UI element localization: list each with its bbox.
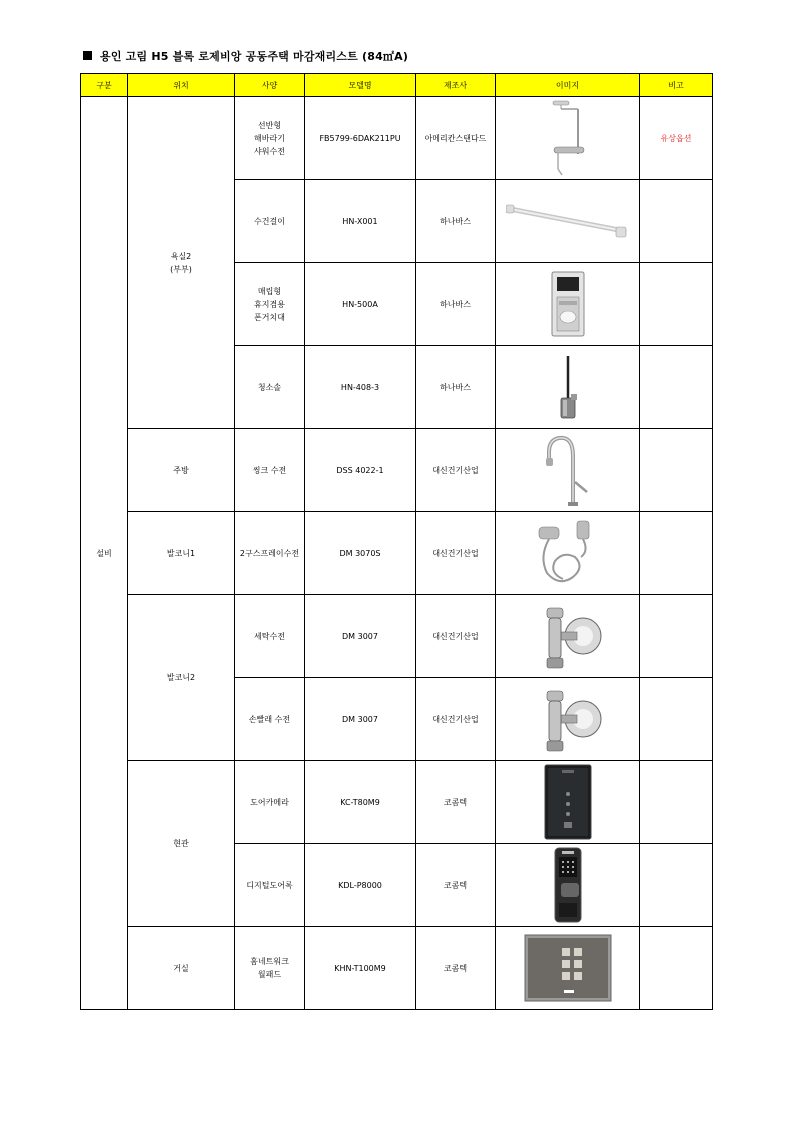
table-row bbox=[81, 761, 713, 844]
category-cell: 설비 bbox=[81, 97, 128, 1010]
spec-cell bbox=[235, 429, 305, 512]
spec-text: 홈네트워크 월패드 bbox=[250, 957, 289, 979]
spec-text: 세탁수전 bbox=[254, 631, 285, 641]
spec-text: 도어카메라 bbox=[250, 797, 289, 807]
header-note: 비고 bbox=[640, 74, 713, 97]
header-model: 모델명 bbox=[305, 74, 416, 97]
note-cell bbox=[640, 180, 713, 263]
maker-cell: 대신건기산업 bbox=[416, 512, 496, 595]
location-cell bbox=[128, 97, 235, 429]
spec-cell bbox=[235, 678, 305, 761]
image-cell bbox=[496, 512, 640, 595]
model-cell: HN-408-3 bbox=[305, 346, 416, 429]
sink-faucet-icon bbox=[543, 432, 593, 508]
note-cell: 유상옵션 bbox=[640, 97, 713, 180]
note-cell bbox=[640, 263, 713, 346]
header-category: 구분 bbox=[81, 74, 128, 97]
spec-cell bbox=[235, 761, 305, 844]
location-text: 발코니1 bbox=[166, 548, 196, 558]
image-cell bbox=[496, 844, 640, 927]
maker-cell: 대신건기산업 bbox=[416, 678, 496, 761]
location-cell bbox=[128, 429, 235, 512]
spec-cell bbox=[235, 97, 305, 180]
location-cell bbox=[128, 512, 235, 595]
model-cell: HN-500A bbox=[305, 263, 416, 346]
note-cell bbox=[640, 512, 713, 595]
model-cell: DSS 4022-1 bbox=[305, 429, 416, 512]
image-cell bbox=[496, 678, 640, 761]
spray-faucet-icon bbox=[533, 517, 603, 589]
note-cell bbox=[640, 429, 713, 512]
location-text: 욕실2 (부부) bbox=[170, 251, 192, 274]
model-cell: DM 3007 bbox=[305, 678, 416, 761]
maker-cell: 대신건기산업 bbox=[416, 595, 496, 678]
model-cell: HN-X001 bbox=[305, 180, 416, 263]
image-cell bbox=[496, 595, 640, 678]
spec-text: 수건걸이 bbox=[254, 216, 285, 226]
image-cell bbox=[496, 927, 640, 1010]
table-row bbox=[81, 927, 713, 1010]
towel-bar-icon bbox=[506, 201, 630, 241]
spec-text: 매립형 휴지겸용 폰거치대 bbox=[254, 286, 285, 322]
image-cell bbox=[496, 429, 640, 512]
image-cell bbox=[496, 346, 640, 429]
spec-text: 씽크 수전 bbox=[252, 465, 287, 475]
note-cell bbox=[640, 844, 713, 927]
note-cell bbox=[640, 927, 713, 1010]
header-location: 위치 bbox=[128, 74, 235, 97]
door-lock-icon bbox=[553, 847, 583, 923]
maker-cell: 하나바스 bbox=[416, 180, 496, 263]
model-cell: KHN-T100M9 bbox=[305, 927, 416, 1010]
wallpad-icon bbox=[524, 934, 612, 1002]
shower-faucet-icon bbox=[548, 99, 588, 177]
door-camera-icon bbox=[544, 764, 592, 840]
spec-cell bbox=[235, 927, 305, 1010]
square-bullet-icon bbox=[83, 51, 92, 60]
spec-text: 디지털도어록 bbox=[246, 880, 293, 890]
spec-cell bbox=[235, 263, 305, 346]
spec-cell bbox=[235, 180, 305, 263]
model-cell: KDL-P8000 bbox=[305, 844, 416, 927]
spec-text: 2구스프레이수전 bbox=[239, 548, 300, 558]
spec-text: 청소솔 bbox=[257, 382, 282, 392]
location-text: 현관 bbox=[173, 839, 189, 848]
maker-cell: 하나바스 bbox=[416, 346, 496, 429]
header-spec: 사양 bbox=[235, 74, 305, 97]
maker-cell: 코콤텍 bbox=[416, 761, 496, 844]
location-text: 거실 bbox=[173, 963, 189, 973]
toilet-brush-icon bbox=[557, 354, 579, 420]
image-cell bbox=[496, 97, 640, 180]
image-cell bbox=[496, 180, 640, 263]
header-image: 이미지 bbox=[496, 74, 640, 97]
location-cell bbox=[128, 595, 235, 761]
table-row bbox=[81, 429, 713, 512]
maker-cell: 아메리칸스탠다드 bbox=[416, 97, 496, 180]
note-cell bbox=[640, 595, 713, 678]
finish-list-table bbox=[80, 73, 713, 1010]
location-cell bbox=[128, 761, 235, 927]
note-cell bbox=[640, 346, 713, 429]
maker-cell: 대신건기산업 bbox=[416, 429, 496, 512]
spec-cell bbox=[235, 595, 305, 678]
spec-cell bbox=[235, 346, 305, 429]
model-cell: FB5799-6DAK211PU bbox=[305, 97, 416, 180]
location-text: 주방 bbox=[173, 465, 189, 475]
image-cell bbox=[496, 263, 640, 346]
washer-faucet-icon bbox=[533, 600, 603, 672]
model-cell: DM 3007 bbox=[305, 595, 416, 678]
maker-cell: 코콤텍 bbox=[416, 844, 496, 927]
image-cell bbox=[496, 761, 640, 844]
spec-text: 손빨래 수전 bbox=[248, 714, 291, 724]
spec-text: 선반형 해바라기 샤워수전 bbox=[254, 120, 285, 156]
maker-cell: 코콤텍 bbox=[416, 927, 496, 1010]
spec-cell bbox=[235, 512, 305, 595]
title-text: 용인 고림 H5 블록 로제비앙 공동주택 마감재리스트 (84㎡A) bbox=[100, 50, 409, 63]
table-row bbox=[81, 595, 713, 678]
location-text: 발코니2 bbox=[166, 673, 196, 682]
model-cell: KC-T80M9 bbox=[305, 761, 416, 844]
model-cell: DM 3070S bbox=[305, 512, 416, 595]
maker-cell: 하나바스 bbox=[416, 263, 496, 346]
paper-holder-icon bbox=[551, 271, 585, 337]
spec-cell bbox=[235, 844, 305, 927]
location-cell bbox=[128, 927, 235, 1010]
washer-faucet-icon bbox=[533, 683, 603, 755]
note-cell bbox=[640, 678, 713, 761]
header-maker: 제조사 bbox=[416, 74, 496, 97]
note-cell bbox=[640, 761, 713, 844]
table-row bbox=[81, 512, 713, 595]
page-title bbox=[83, 48, 408, 64]
header-row bbox=[81, 74, 713, 97]
table-row bbox=[81, 97, 713, 180]
